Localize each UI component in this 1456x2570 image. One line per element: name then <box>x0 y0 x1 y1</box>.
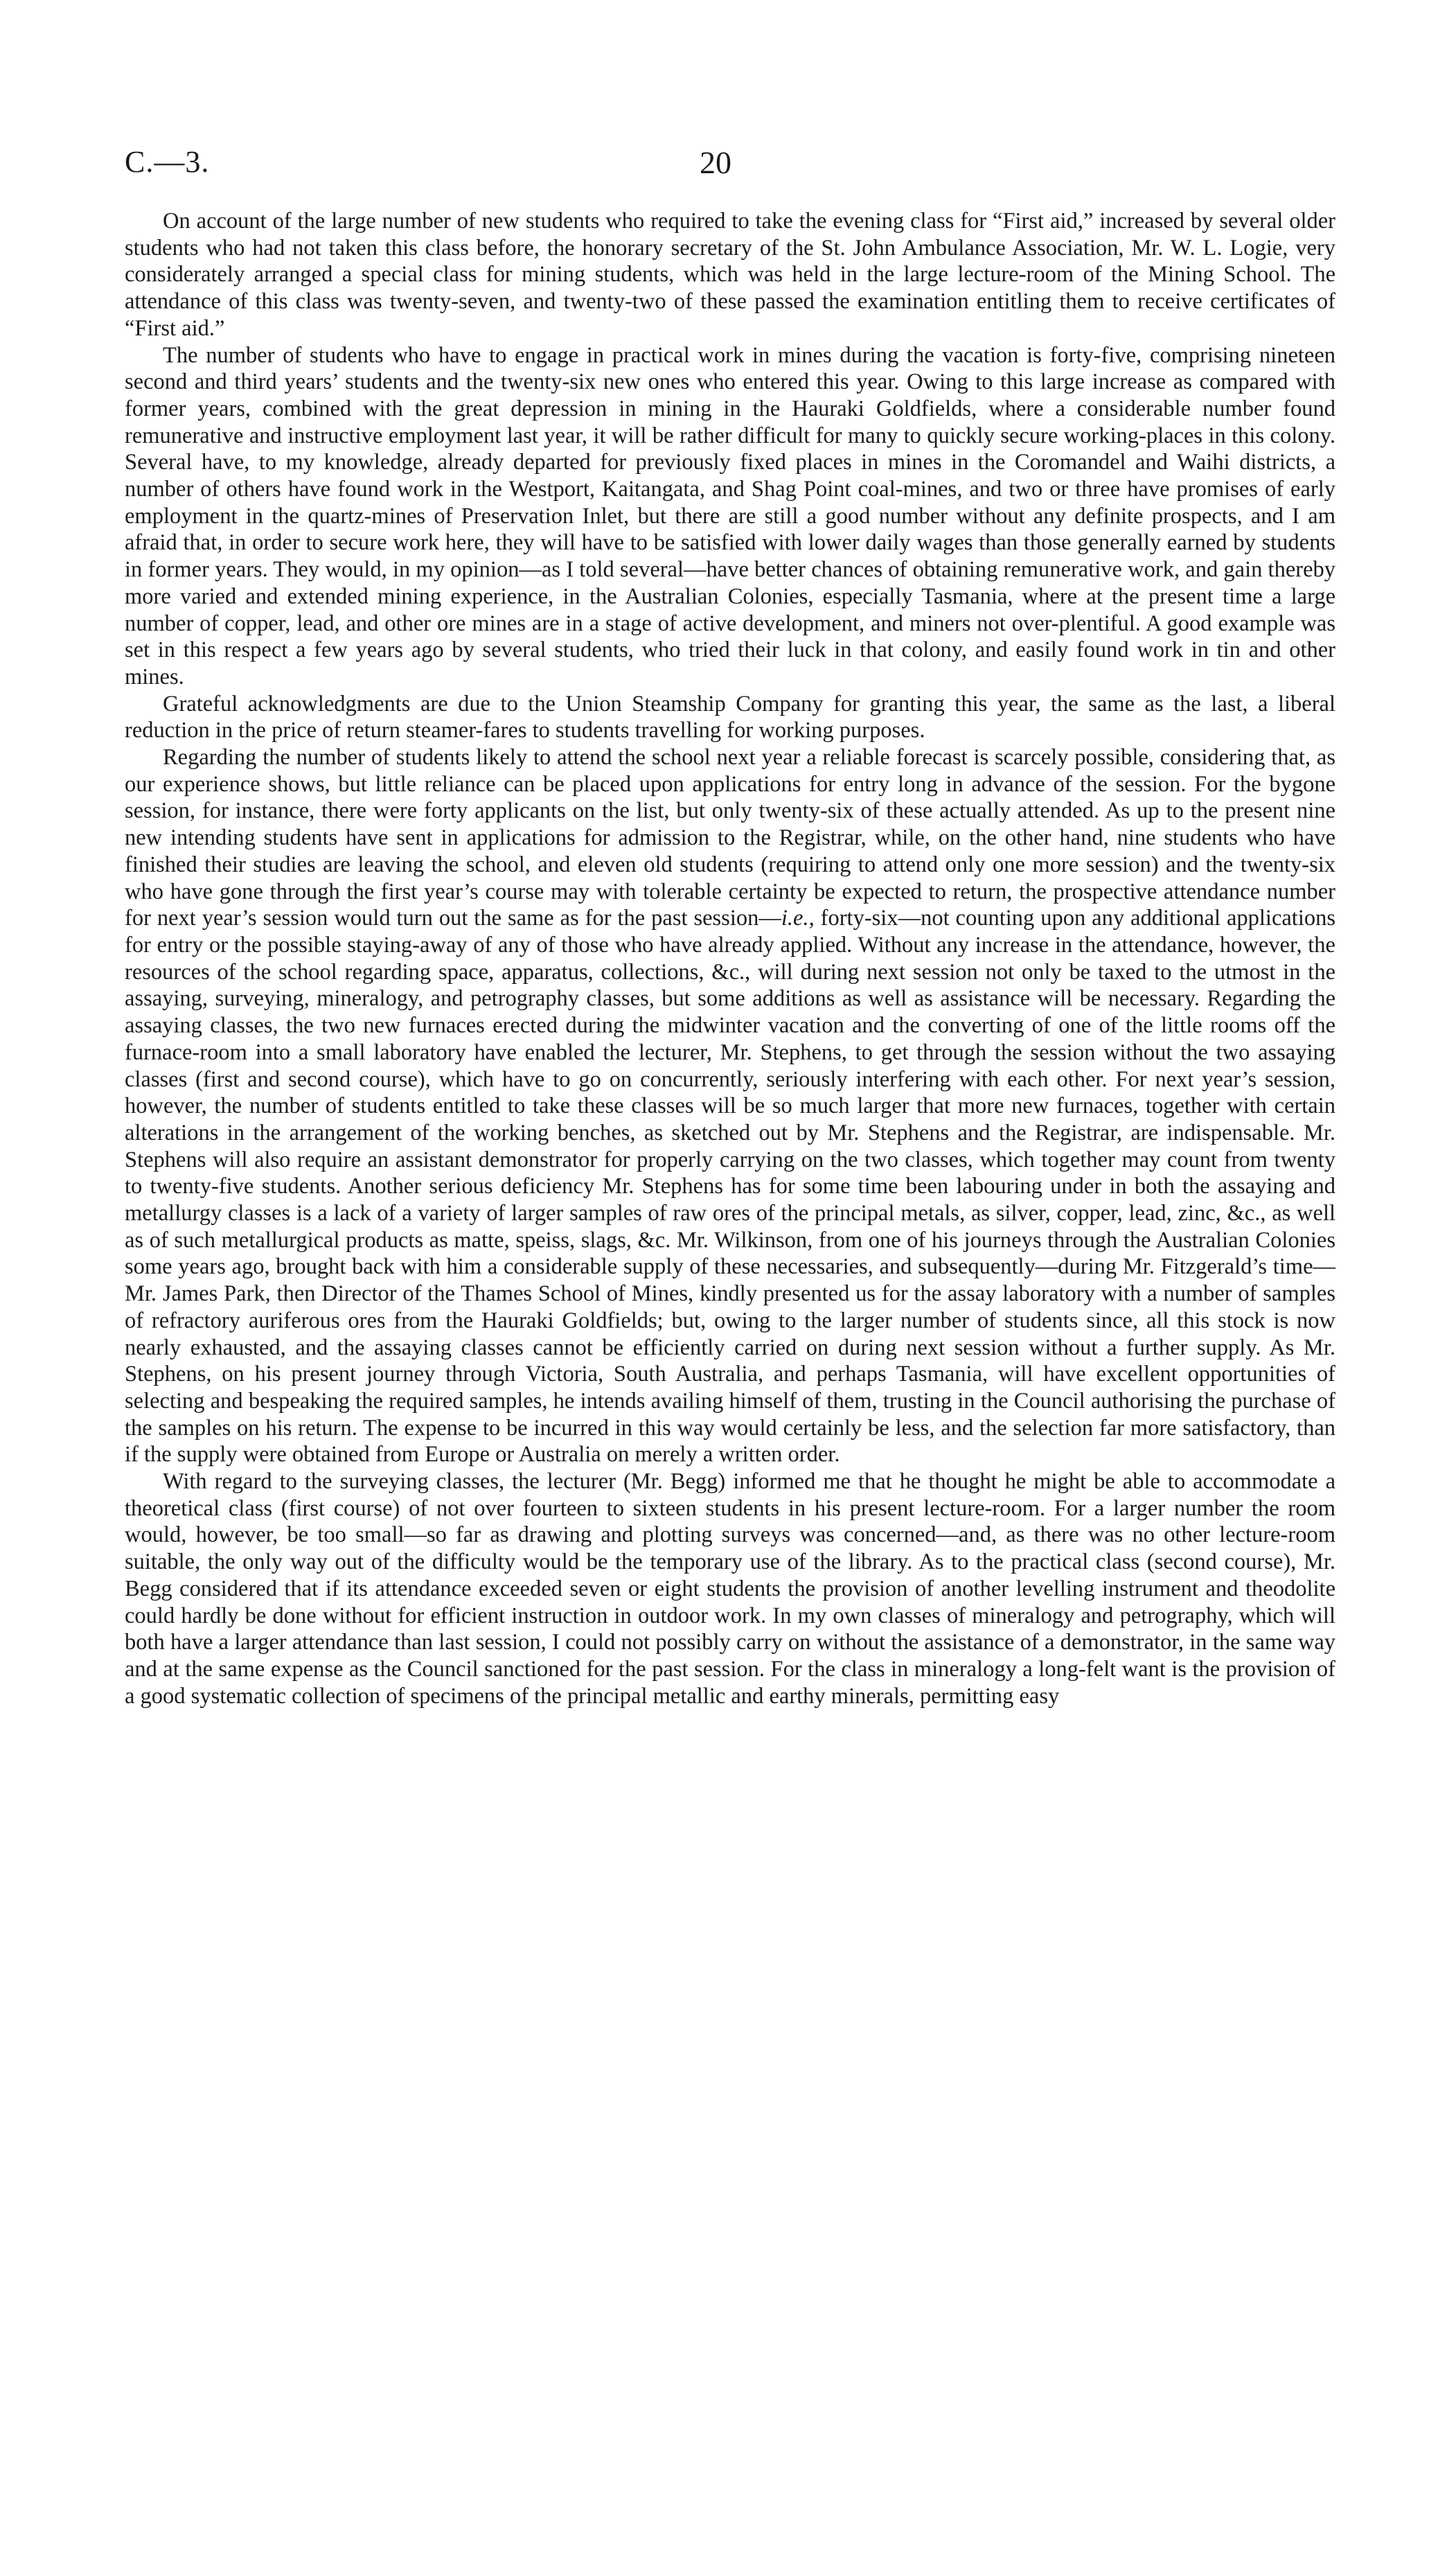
body-text <box>125 208 1335 1709</box>
paragraph-text: Regarding the number of students likely to attend the school next year a reliable forecast is scarcely possible, considering that, as our experience shows, but little reliance can be placed upon applications for entry long in advance of the session. For the bygone session, for instance, there were forty applicants on the list, but only twenty-six of these actually attended. As up to the present nine new intending students have sent in applications for admission to the Registrar, while, on the other hand, nine students who have finished their studies are leaving the school, and eleven old students (requiring to attend only one more session) and the twenty-six who have gone through the first year’s course may with tolerable certainty be expected to return, the prospective attendance number for next year’s session would turn out the same as for the past session— <box>125 745 1335 931</box>
paragraph-first-aid: On account of the large number of new students who required to take the evening class for “First aid,” increased by several older students who had not taken this class before, the honorary secretary of the St. John Ambulance Association, Mr. W. L. Logie, very considerately arranged a special class for mining students, which was held in the large lecture-room of the Mining School. The attendance of this class was twenty-seven, and twenty-two of these passed the examination entitling them to receive certificates of “First aid.” <box>125 209 1335 341</box>
page-header <box>0 144 1456 193</box>
document-code: C.—3. <box>125 145 210 179</box>
paragraph-attendance-forecast <box>125 744 1335 1468</box>
paragraph-vacation-work: The number of students who have to engage in practical work in mines during the vacation is forty-five, comprising nineteen second and third years’ students and the twenty-six new ones who entered this year. Owing to this large increase as compared with former years, combined with the great depression in mining in the Hauraki Goldfields, where a considerable number found remunerative and instructive employment last year, it will be rather difficult for many to quickly secure working-places in this colony. Several have, to my knowledge, already departed for previously fixed places in mines in the Coromandel and Waihi districts, a number of others have found work in the Westport, Kaitangata, and Shag Point coal-mines, and two or three have promises of early employment in the quartz-mines of Preservation Inlet, but there are still a good number without any definite prospects, and I am afraid that, in order to secure work here, they will have to be satisfied with lower daily wages than those generally earned by students in former years. They would, in my opinion—as I told several—have better chances of obtaining remunerative work, and gain thereby more varied and extended mining experience, in the Australian Colonies, especially Tasmania, where at the present time a large number of copper, lead, and other ore mines are in a stage of active development, and miners not over-plentiful. A good example was set in this respect a few years ago by several students, who tried their luck in that colony, and easily found work in tin and other mines. <box>125 342 1335 689</box>
page-number: 20 <box>700 145 731 180</box>
paragraph-acknowledgments: Grateful acknowledgments are due to the Union Steamship Company for granting this year, the same as the last, a liberal reduction in the price of return steamer-fares to students travelling for working purposes. <box>125 691 1335 743</box>
paragraph-text: forty-six—not counting upon any additional applications for entry or the possible staying-away of any of those who have already applied. Without any increase in the attendance, however, the resources of the school regarding space, apparatus, collections, &c., will during next session not only be taxed to the utmost in the assaying, surveying, mineralogy, and petrography classes, but some additions as well as assistance will be necessary. Regarding the assaying classes, the two new furnaces erected during the midwinter vacation and the converting of one of the little rooms off the furnace-room into a small laboratory have enabled the lecturer, Mr. Stephens, to get through the session without the two assaying classes (first and second course), which have to go on concurrently, seriously interfering with each other. For next year’s session, however, the number of students entitled to take these classes will be so much larger that more new furnaces, together with certain alterations in the arrangement of the working benches, as sketched out by Mr. Stephens and the Registrar, are indispensable. Mr. Stephens will also require an assistant demonstrator for properly carrying on the two classes, which together may count from twenty to twenty-five students. Another serious deficiency Mr. Stephens has for some time been labouring under in both the assaying and metallurgy classes is a lack of a variety of larger samples of raw ores of the principal metals, as silver, copper, lead, zinc, &c., as well as of such metallurgical products as matte, speiss, slags, &c. Mr. Wilkinson, from one of his journeys through the Australian Colonies some years ago, brought back with him a considerable supply of these necessaries, and subsequently—during Mr. Fitzgerald’s time—Mr. James Park, then Director of the Thames School of Mines, kindly presented us for the assay laboratory with a number of samples of refractory auriferous ores from the Hauraki Goldfields; but, owing to the larger number of students since, all this stock is now nearly exhausted, and the assaying classes cannot be efficiently carried on during next session without a further supply. As Mr. Stephens, on his present journey through Victoria, South Australia, and perhaps Tasmania, will have excellent opportunities of selecting and bespeaking the required samples, he intends availing himself of them, trusting in the Council authorising the purchase of the samples on his return. The expense to be incurred in this way would certainly be less, and the selection far more satisfactory, than if the supply were obtained from Europe or Australia on merely a written order. <box>125 906 1336 1468</box>
paragraph-surveying-classes: With regard to the surveying classes, the lecturer (Mr. Begg) informed me that he thought he might be able to accommodate a theoretical class (first course) of not over fourteen to sixteen students in his present lecture-room. For a larger number the room would, however, be too small—so far as drawing and plotting surveys was concerned—and, as there was no other lecture-room suitable, the only way out of the difficulty would be the temporary use of the library. As to the practical class (second course), Mr. Begg considered that if its attendance exceeded seven or eight students the provision of another levelling instrument and theodolite could hardly be done without for efficient instruction in outdoor work. In my own classes of mineralogy and petrography, which will both have a larger attendance than last session, I could not possibly carry on without the assistance of a demonstrator, in the same way and at the same expense as the Council sanctioned for the past session. For the class in mineralogy a long-felt want is the provision of a good systematic collection of specimens of the principal metallic and earthy minerals, permitting easy <box>125 1469 1335 1709</box>
italic-ie: i.e., <box>781 906 815 931</box>
